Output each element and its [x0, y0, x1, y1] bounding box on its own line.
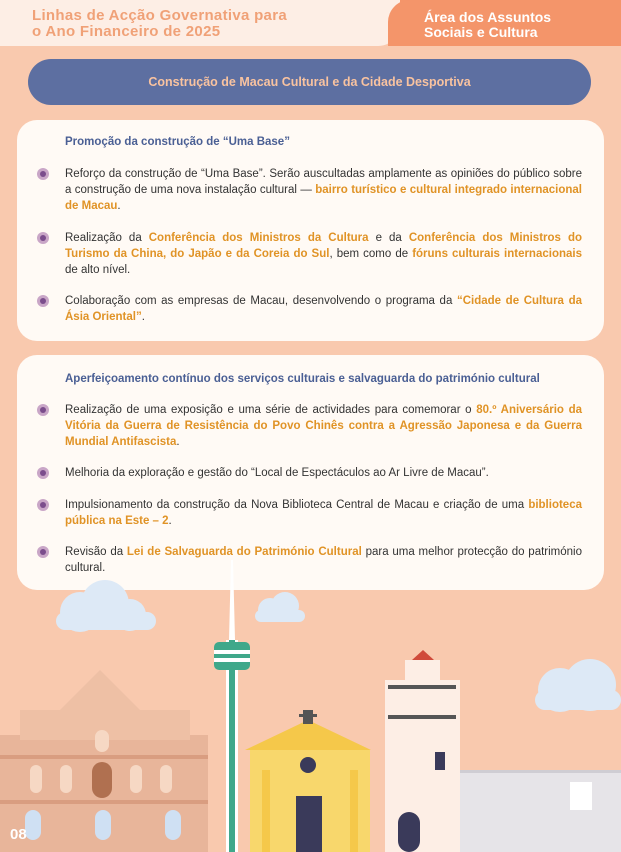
item-text: .	[117, 200, 121, 212]
cloud-icon	[535, 659, 621, 712]
section-name-line-1: Área dos Assuntos	[424, 9, 552, 25]
bullet-icon	[37, 232, 49, 244]
item-text: .	[141, 311, 145, 323]
item-text: Melhoria da exploração e gestão do “Local de Espectáculos ao Ar Livre de Macau”.	[65, 467, 489, 479]
card-uma-base	[17, 120, 604, 341]
ruins-of-st-paul-icon	[0, 670, 208, 852]
document-title	[32, 8, 392, 40]
list-item	[65, 497, 582, 529]
item-highlight: “Cidade de Cultura da Ásia Oriental”	[65, 295, 582, 323]
list-item	[65, 293, 582, 325]
section-name-line-2: Sociais e Cultura	[424, 24, 538, 40]
item-text: Reforço da construção de “Uma Base”. Serão auscultadas amplamente as opiniões do público sobre a construção de uma nova instalação cultural —	[65, 168, 582, 196]
cloud-icon	[255, 592, 305, 622]
topic-banner-title: Construção de Macau Cultural e da Cidade Desportiva	[148, 75, 471, 89]
church-icon	[245, 710, 371, 852]
card-heading: Promoção da construção de “Uma Base”	[65, 136, 290, 148]
bullet-icon	[37, 499, 49, 511]
document-title-line-1: Linhas de Acção Governativa para	[32, 7, 287, 24]
building-icon	[460, 770, 621, 852]
item-text: Realização de uma exposição e uma série de actividades para comemorar o	[65, 404, 477, 416]
item-highlight: 80.º Aniversário da Vitória da Guerra de Resistência do Povo Chinês contra a Agressão Japonesa e da Guerra Mundial Antifascista	[65, 404, 582, 448]
item-text: Revisão da	[65, 546, 127, 558]
item-highlight: bairro turístico e cultural integrado internacional de Macau	[65, 184, 583, 212]
list-item	[65, 402, 582, 450]
bullet-icon	[37, 168, 49, 180]
item-text: , bem como de	[329, 248, 413, 260]
bullet-icon	[37, 404, 49, 416]
bullet-icon	[37, 546, 49, 558]
item-text: .	[176, 436, 180, 448]
macau-skyline-illustration	[0, 560, 621, 852]
lighthouse-icon	[385, 650, 460, 852]
cloud-icon	[56, 580, 156, 632]
item-highlight: Lei de Salvaguarda do Património Cultural	[126, 546, 362, 558]
macau-tower-icon	[214, 560, 250, 852]
item-highlight: biblioteca pública na Este – 2	[65, 499, 582, 527]
item-text: .	[168, 515, 172, 527]
item-text: de alto nível.	[65, 264, 131, 276]
topic-banner	[28, 59, 591, 105]
item-highlight: fóruns culturais internacionais	[412, 248, 582, 260]
list-item	[65, 465, 582, 481]
bullet-icon	[37, 295, 49, 307]
page-number: 08	[10, 826, 27, 843]
section-name	[424, 10, 614, 40]
card-heading: Aperfeiçoamento contínuo dos serviços culturais e salvaguarda do património cultural	[65, 373, 540, 385]
item-text: e da	[368, 232, 409, 244]
item-text: Impulsionamento da construção da Nova Biblioteca Central de Macau e criação de uma	[65, 499, 529, 511]
item-text: para uma melhor protecção do património cultural.	[65, 546, 582, 574]
list-item	[65, 230, 582, 278]
item-text: Realização da	[65, 232, 149, 244]
bullet-icon	[37, 467, 49, 479]
document-title-line-2: o Ano Financeiro de 2025	[32, 23, 221, 40]
item-text: Colaboração com as empresas de Macau, desenvolvendo o programa da	[65, 295, 457, 307]
item-highlight: Conferência dos Ministros da Cultura	[148, 232, 369, 244]
card-cultural-services	[17, 355, 604, 590]
item-highlight: Conferência dos Ministros do Turismo da China, do Japão e da Coreia do Sul	[65, 232, 582, 260]
header-title-panel	[0, 0, 400, 46]
list-item	[65, 166, 582, 214]
